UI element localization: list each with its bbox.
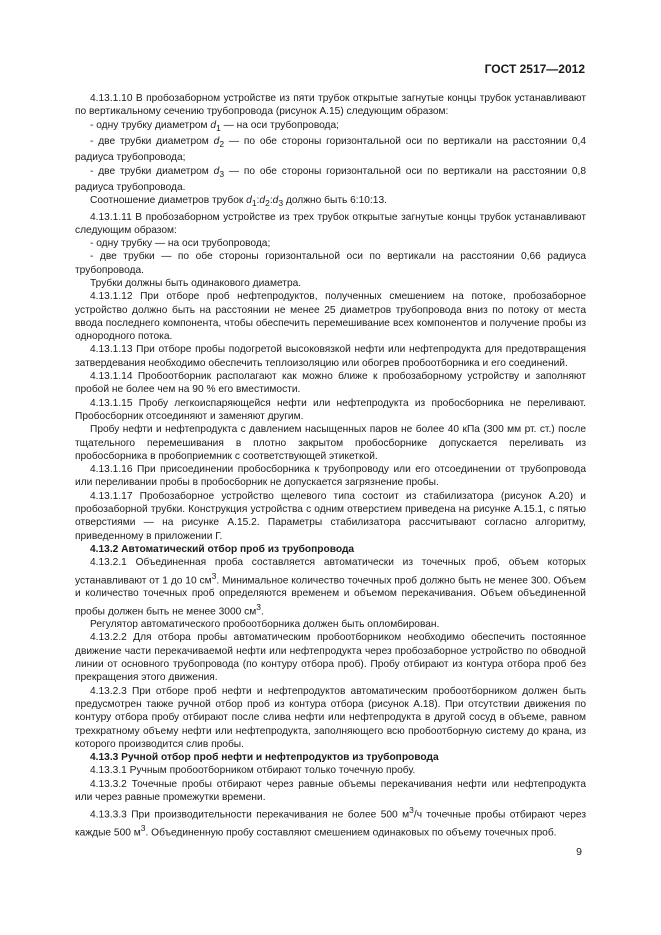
paragraph: 4.13.3.2 Точечные пробы отбирают через равные объемы перекачивания нефти или нефтепродукта или через равные промежутки времени. [75, 778, 586, 804]
paragraph: 4.13.2.3 При отборе проб нефти и нефтепродуктов автоматическим пробоотборником должен быть предусмотрен также ручной отбор проб из контура отбора (рисунок А.18). При отсутствии движения по контуру отбора пробу отбирают после слива нефти или нефтепродукта в другой сосуд в объеме, равном трехкратному объему нефти или нефтепродукта, заполняющего всю пробоотборную систему до крана, из которого производится слив пробы. [75, 685, 586, 750]
paragraph: Трубки должны быть одинакового диаметра. [90, 277, 302, 289]
document-body [75, 92, 586, 840]
paragraph: 4.13.3.3 При производительности перекачивания не более 500 $м^3/ч$ точечные пробы отбирают через каждые 500 $м^3$. Объединенную пробу составляют смешением одинаковых по объему точечных проб. [75, 805, 586, 839]
paragraph: - одну трубку — на оси трубопровода; [90, 238, 271, 250]
paragraph: - две трубки диаметром $d_2$ — по обе стороны горизонтальной оси по вертикали на расстоянии 0,4 радиуса трубопровода; [75, 135, 586, 164]
paragraph: Пробу нефти и нефтепродукта с давлением насыщенных паров не более 40 кПа (300 мм рт. ст.) после тщательного перемешивания в плотно закрытом пробосборнике допускается переливать из пробосборника в пробоприемник с соответствующей этикеткой. [75, 424, 586, 462]
paragraph: - две трубки — по обе стороны горизонтальной оси по вертикали на расстоянии 0,66 радиуса трубопровода. [75, 251, 586, 276]
page-number: 9 [576, 846, 582, 858]
paragraph: - одну трубку диаметром $d_1$ — на оси трубопровода; [90, 119, 340, 133]
paragraph: 4.13.3.1 Ручным пробоотборником отбирают только точечную пробу. [90, 765, 416, 777]
paragraph: 4.13.1.16 При присоединении пробосборника к трубопроводу или его отсоединении от трубопровода или переливании пробы в пробосборник не допускается загрязнение пробы. [75, 464, 586, 489]
paragraph: 4.13.1.15 Пробу легкоиспаряющейся нефти или нефтепродукта из пробосборника не переливают. Пробосборник отсоединяют и заменяют другим. [75, 397, 586, 422]
paragraph: Соотношение диаметров трубок $d_1:d_2:d_3$ должно быть 6:10:13. [90, 195, 387, 209]
paragraph: - две трубки диаметром $d_3$ — по обе стороны горизонтальной оси по вертикали на расстоянии 0,8 радиуса трубопровода. [75, 165, 586, 193]
section-heading: 4.13.3 Ручной отбор проб нефти и нефтепродуктов из трубопровода [90, 752, 439, 764]
paragraph: 4.13.1.12 При отборе проб нефтепродуктов, полученных смешением на потоке, пробозаборное устройство должно быть на расстоянии не менее 25 диаметров трубопровода вниз по потоку от места ввода последнего компонента, чтобы обеспечить перемешивание всех компонентов и получение пробы из однородного потока. [75, 291, 586, 343]
paragraph: 4.13.1.17 Пробозаборное устройство щелевого типа состоит из стабилизатора (рисунок А.20) и пробозаборной трубки. Конструкция устройства с одним отверстием приведена на рисунке А.15.1, с пятью отверстиями — на рисунке А.15.2. Параметры стабилизатора рассчитывают согласно алгоритму, приведенному в приложении Г. [75, 490, 586, 542]
paragraph: 4.13.2.1 Объединенная проба составляется автоматически из точечных проб, объем которых устанавливают от 1 до 10 $см^3$. Минимальное количество точечных проб должно быть не менее 300. Объем и количество точечных проб определяются временем и объемом перекачивания. Объем объединенной пробы должен быть не менее 3000 $см^3$. [75, 557, 586, 617]
paragraph: 4.13.1.13 При отборе пробы подогретой высоковязкой нефти или нефтепродукта для предотвращения затвердевания необходимо обеспечить теплоизоляцию или обогрев пробоотборника и его соединений. [75, 344, 586, 369]
paragraph: 4.13.1.11 В пробозаборном устройстве из трех трубок открытые загнутые концы трубок устанавливают следующим образом: [75, 211, 586, 236]
paragraph: 4.13.1.14 Пробоотборник располагают как можно ближе к пробозаборному устройству и заполняют пробой не более чем на 90 % его вместимости. [75, 371, 586, 396]
section-heading: 4.13.2 Автоматический отбор проб из трубопровода [90, 543, 355, 555]
paragraph: 4.13.1.10 В пробозаборном устройстве из пяти трубок открытые загнутые концы трубок устанавливают по вертикальному сечению трубопровода (рисунок А.15) следующим образом: [75, 93, 586, 118]
paragraph: Регулятор автоматического пробоотборника должен быть опломбирован. [90, 619, 440, 631]
document-header: ГОСТ 2517—2012 [484, 62, 585, 76]
paragraph: 4.13.2.2 Для отбора пробы автоматическим пробоотборником необходимо обеспечить постоянное движение части перекачиваемой нефти или нефтепродукта через пробозаборное устройство по обводной линии от основного трубопровода (по контуру отбора проб). Пробу отбирают из контура отбора проб без прекращения этого движения. [75, 632, 586, 684]
